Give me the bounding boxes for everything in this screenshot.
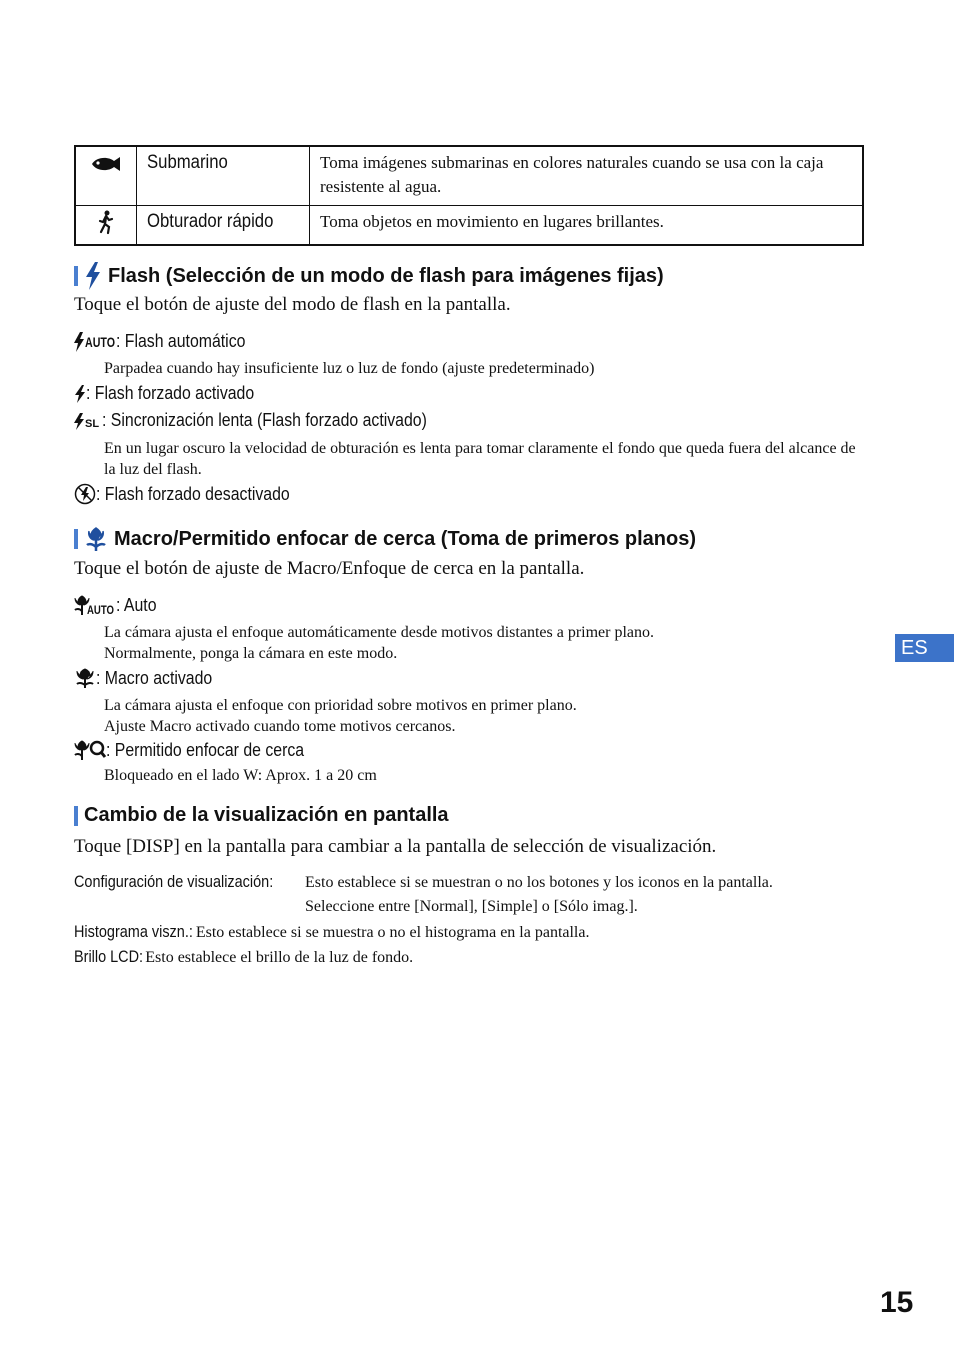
item-label: : Auto bbox=[116, 594, 157, 615]
row-name: Obturador rápido bbox=[147, 211, 274, 232]
item-description: En un lugar oscuro la velocidad de obturación es lenta para tomar claramente el fondo que queda fuera del alcance de la luz del flash. bbox=[104, 440, 856, 478]
section-title: Cambio de la visualización en pantalla bbox=[84, 804, 449, 826]
close-focus-icon bbox=[74, 739, 106, 761]
setting-text-line: Seleccione entre [Normal], [Simple] o [Sólo imag.]. bbox=[305, 898, 638, 915]
item-description: Parpadea cuando hay insuficiente luz o luz de fondo (ajuste predeterminado) bbox=[104, 360, 595, 377]
language-tab: ES bbox=[895, 634, 954, 662]
row-description: Toma imágenes submarinas en colores naturales cuando se usa con la caja resistente al agua. bbox=[310, 146, 864, 206]
item-label: : Macro activado bbox=[96, 667, 213, 688]
flash-icon bbox=[84, 262, 102, 290]
description-line: Normalmente, ponga la cámara en este modo. bbox=[104, 645, 398, 662]
section-title: Macro/Permitido enfocar de cerca (Toma de primeros planos) bbox=[114, 527, 697, 550]
table-row bbox=[75, 206, 863, 246]
display-heading bbox=[74, 804, 449, 827]
description-line: Ajuste Macro activado cuando tome motivos cercanos. bbox=[104, 718, 456, 735]
running-person-icon bbox=[97, 210, 115, 234]
fish-icon bbox=[90, 155, 122, 173]
description-line: Bloqueado en el lado W: Aprox. 1 a 20 cm bbox=[104, 767, 377, 784]
description-line: La cámara ajusta el enfoque con prioridad sobre motivos en primer plano. bbox=[104, 697, 577, 714]
setting-key: Histograma viszn.: bbox=[74, 922, 193, 941]
flash-slow-sync-item bbox=[74, 410, 471, 431]
flash-heading bbox=[74, 262, 664, 290]
description-line: La cámara ajusta el enfoque automáticamente desde motivos distantes a primer plano. bbox=[104, 624, 655, 641]
item-label: : Flash forzado desactivado bbox=[96, 483, 290, 504]
tulip-icon bbox=[84, 526, 108, 552]
heading-bar bbox=[74, 806, 78, 826]
row-description: Toma objetos en movimiento en lugares brillantes. bbox=[310, 206, 864, 246]
display-setting-item bbox=[74, 872, 773, 892]
setting-key: Configuración de visualización: bbox=[74, 872, 274, 891]
display-intro: Toque [DISP] en la pantalla para cambiar a la pantalla de selección de visualización. bbox=[74, 836, 717, 857]
setting-key: Brillo LCD: bbox=[74, 947, 144, 966]
histogram-item bbox=[74, 922, 589, 942]
page-number: 15 bbox=[880, 1286, 914, 1319]
item-label: : Sincronización lenta (Flash forzado activado) bbox=[102, 410, 427, 430]
flash-auto-icon bbox=[74, 332, 116, 352]
flash-on-icon bbox=[74, 384, 86, 404]
section-title: Flash (Selección de un modo de flash para imágenes fijas) bbox=[108, 264, 664, 287]
item-description bbox=[104, 765, 864, 786]
scene-mode-table bbox=[74, 145, 864, 246]
table-row bbox=[75, 146, 863, 206]
flash-intro: Toque el botón de ajuste del modo de flash en la pantalla. bbox=[74, 294, 511, 315]
macro-auto-item bbox=[74, 594, 162, 616]
setting-text: Esto establece el brillo de la luz de fondo. bbox=[145, 949, 414, 966]
item-label: : Permitido enfocar de cerca bbox=[106, 739, 305, 760]
flash-slow-sync-icon bbox=[74, 411, 102, 431]
close-focus-item bbox=[74, 739, 331, 761]
flash-off-icon bbox=[74, 483, 96, 505]
flash-on-item bbox=[74, 383, 277, 404]
setting-text: Esto establece si se muestra o no el histograma en la pantalla. bbox=[195, 924, 590, 941]
heading-bar bbox=[74, 266, 78, 286]
svg-text:AUTO: AUTO bbox=[85, 333, 116, 350]
macro-on-item bbox=[74, 667, 228, 689]
item-description bbox=[104, 695, 864, 737]
svg-text:SL: SL bbox=[85, 417, 100, 430]
item-description bbox=[104, 622, 864, 664]
row-icon-cell bbox=[75, 206, 137, 246]
row-icon-cell bbox=[75, 146, 137, 206]
item-label: : Flash forzado activado bbox=[86, 383, 255, 403]
brightness-item bbox=[74, 947, 413, 967]
item-label: : Flash automático bbox=[116, 331, 246, 351]
macro-auto-icon bbox=[74, 594, 116, 616]
heading-bar bbox=[74, 529, 78, 549]
flash-off-item bbox=[74, 483, 316, 505]
macro-intro: Toque el botón de ajuste de Macro/Enfoque de cerca en la pantalla. bbox=[74, 558, 585, 579]
macro-on-icon bbox=[74, 667, 96, 689]
row-name: Submarino bbox=[147, 152, 228, 173]
flash-auto-item bbox=[74, 331, 263, 352]
macro-heading bbox=[74, 526, 696, 552]
setting-text: Esto establece si se muestran o no los botones y los iconos en la pantalla. bbox=[305, 874, 773, 891]
svg-text:AUTO: AUTO bbox=[87, 603, 114, 617]
